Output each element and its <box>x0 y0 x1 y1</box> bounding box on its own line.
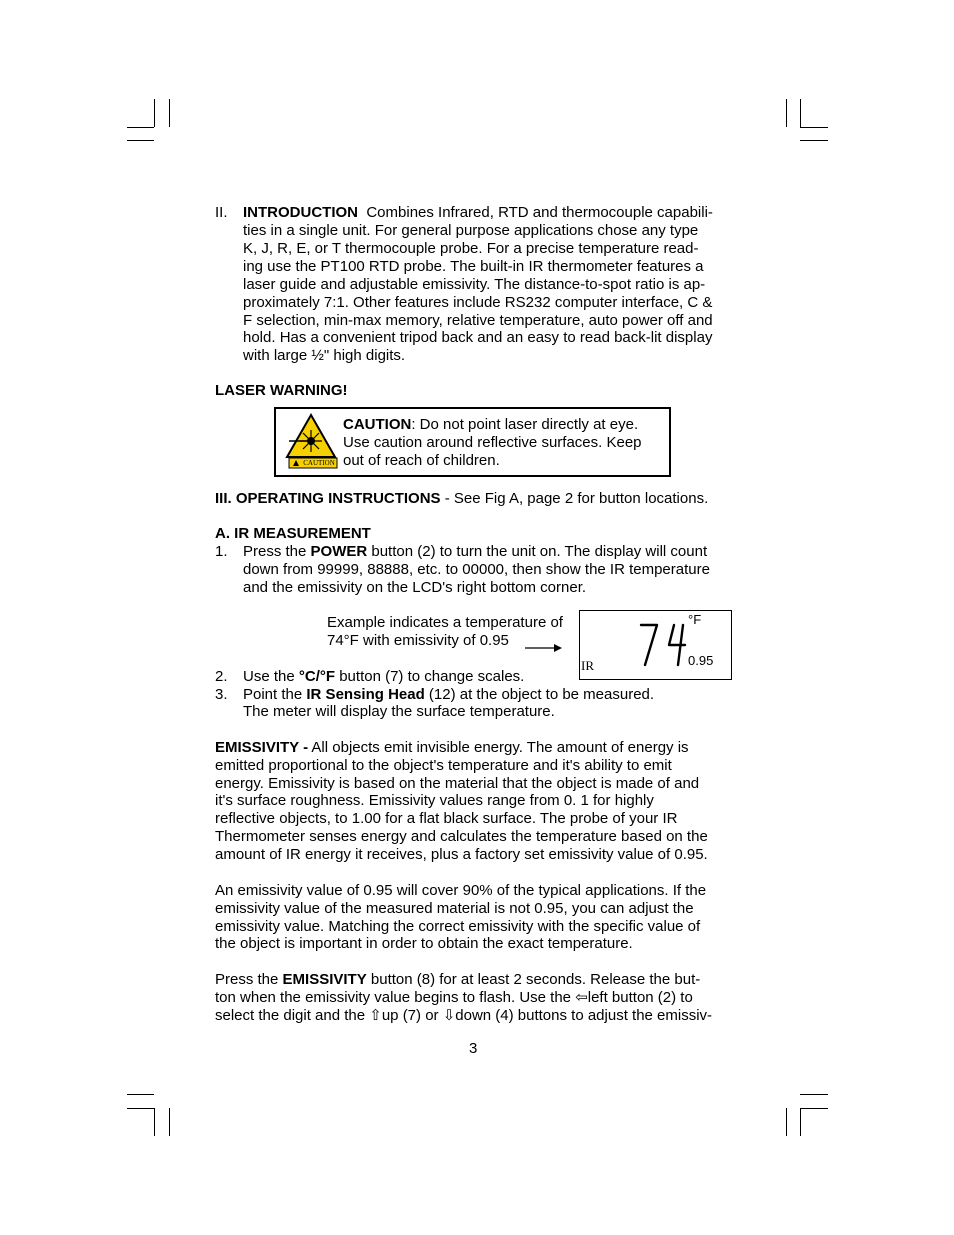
introduction-heading: INTRODUCTION <box>243 204 358 221</box>
emissivity-heading: EMISSIVITY - <box>215 739 309 756</box>
caution-text: Use caution around reflective surfaces. Keep <box>343 434 642 451</box>
intro-line: Combines Infrared, RTD and thermocouple capabili- <box>366 204 713 221</box>
step-text: and the emissivity on the LCD's right bottom corner. <box>243 579 587 596</box>
intro-line: ties in a single unit. For general purpose applications chose any type <box>243 222 699 239</box>
step-text: Point the IR Sensing Head (12) at the object to be measured. <box>243 686 655 703</box>
page-number: 3 <box>469 1040 478 1057</box>
emissivity-paragraph-line: amount of IR energy it receives, plus a factory set emissivity value of 0.95. <box>215 846 708 863</box>
step-number: 3. <box>215 686 228 703</box>
intro-line: ing use the PT100 RTD probe. The built-in IR thermometer features a <box>243 258 704 275</box>
emissivity-paragraph-line: EMISSIVITY - All objects emit invisible energy. The amount of energy is <box>215 739 689 756</box>
step-text: Press the POWER button (2) to turn the unit on. The display will count <box>243 543 708 560</box>
caution-label: CAUTION <box>303 459 335 467</box>
lcd-emissivity: 0.95 <box>688 653 714 668</box>
caution-word: CAUTION <box>343 416 412 433</box>
emissivity-paragraph-line: Press the EMISSIVITY button (8) for at least 2 seconds. Release the but- <box>215 971 701 988</box>
intro-line: K, J, R, E, or T thermocouple probe. For a precise temperature read- <box>243 240 699 257</box>
section-numeral: II. <box>215 204 228 221</box>
emissivity-paragraph-line: emissivity value of the measured material is not 0.95, you can adjust the <box>215 900 694 917</box>
lcd-display-example <box>579 610 732 680</box>
step-number: 2. <box>215 668 228 685</box>
emissivity-paragraph-line: Thermometer senses energy and calculates the temperature based on the <box>215 828 708 845</box>
intro-line: laser guide and adjustable emissivity. The distance-to-spot ratio is ap- <box>243 276 706 293</box>
arrow-right-icon <box>525 640 563 657</box>
emissivity-paragraph-line: the object is important in order to obtain the exact temperature. <box>215 935 633 952</box>
example-caption: Example indicates a temperature of <box>327 614 563 631</box>
emissivity-paragraph-line: emissivity value. Matching the correct emissivity with the specific value of <box>215 918 701 935</box>
lcd-mode: IR <box>581 658 594 673</box>
caution-text: : Do not point laser directly at eye. <box>411 416 639 433</box>
emissivity-paragraph-line: select the digit and the ⇧up (7) or ⇩down (4) buttons to adjust the emissiv- <box>215 1007 713 1024</box>
intro-line: F selection, min-max memory, relative temperature, auto power off and <box>243 312 713 329</box>
emissivity-paragraph-line: An emissivity value of 0.95 will cover 90% of the typical applications. If the <box>215 882 707 899</box>
example-caption: 74°F with emissivity of 0.95 <box>327 632 509 649</box>
emissivity-paragraph-line: energy. Emissivity is based on the material that the object is made of and <box>215 775 700 792</box>
emissivity-paragraph-line: emitted proportional to the object's temperature and it's ability to emit <box>215 757 672 774</box>
caution-box <box>274 407 671 477</box>
emissivity-paragraph-line: it's surface roughness. Emissivity values range from 0. 1 for highly <box>215 792 654 809</box>
emissivity-paragraph-line: ton when the emissivity value begins to flash. Use the ⇦left button (2) to <box>215 989 693 1006</box>
laser-warning-icon <box>283 413 339 469</box>
laser-warning-heading: LASER WARNING! <box>215 382 348 399</box>
caution-text: out of reach of children. <box>343 452 500 469</box>
lcd-unit: °F <box>688 612 702 627</box>
operating-instructions-heading: III. OPERATING INSTRUCTIONS - See Fig A, page 2 for button locations. <box>215 490 709 507</box>
emissivity-paragraph-line: reflective objects, to 1.00 for a flat black surface. The probe of your IR <box>215 810 678 827</box>
ir-measurement-heading: A. IR MEASUREMENT <box>215 525 371 542</box>
step-number: 1. <box>215 543 228 560</box>
lcd-reading <box>633 619 689 669</box>
step-text: The meter will display the surface temperature. <box>243 703 555 720</box>
step-text: Use the °C/°F button (7) to change scales. <box>243 668 525 685</box>
intro-line: hold. Has a convenient tripod back and an easy to read back-lit display <box>243 329 713 346</box>
intro-line: proximately 7:1. Other features include RS232 computer interface, C & <box>243 294 713 311</box>
step-text: down from 99999, 88888, etc. to 00000, then show the IR temperature <box>243 561 710 578</box>
intro-line: with large ½" high digits. <box>243 347 406 364</box>
